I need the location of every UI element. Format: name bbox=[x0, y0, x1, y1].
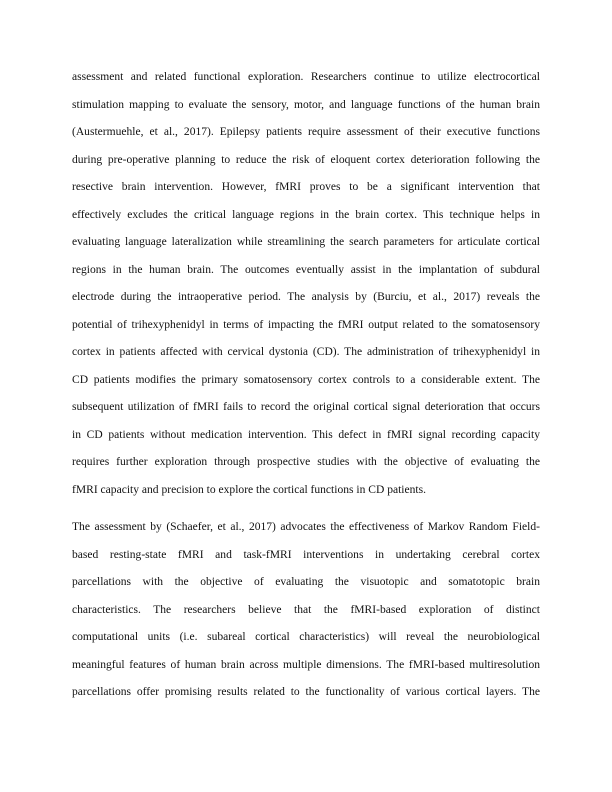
paragraph-line: meaningful features of human brain across multiple dimensions. The fMRI-based multiresolution bbox=[72, 658, 540, 671]
paragraph-line: stimulation mapping to evaluate the sensory, motor, and language functions of the human brain bbox=[72, 98, 540, 111]
paragraph-1 bbox=[72, 70, 540, 510]
paragraph-line: parcellations with the objective of evaluating the visuotopic and somatotopic brain bbox=[72, 576, 540, 588]
paragraph-2 bbox=[72, 520, 540, 713]
paragraph-line: in CD patients without medication intervention. This defect in fMRI signal recording capacity bbox=[72, 428, 540, 441]
paragraph-line: resective brain intervention. However, fMRI proves to be a significant intervention that bbox=[72, 181, 540, 193]
paragraph-line: regions in the human brain. The outcomes eventually assist in the implantation of subdural bbox=[72, 263, 540, 276]
paragraph-line: parcellations offer promising results related to the functionality of various cortical layers. The bbox=[72, 686, 540, 698]
paragraph-line: effectively excludes the critical language regions in the brain cortex. This technique helps in bbox=[72, 208, 540, 221]
paragraph-line: during pre-operative planning to reduce the risk of eloquent cortex deterioration following the bbox=[72, 153, 540, 166]
paragraph-line: potential of trihexyphenidyl in terms of impacting the fMRI output related to the somatosensory bbox=[72, 318, 540, 331]
paragraph-line: fMRI capacity and precision to explore the cortical functions in CD patients. bbox=[72, 483, 427, 496]
paragraph-line: subsequent utilization of fMRI fails to record the original cortical signal deterioration that occurs bbox=[72, 401, 540, 413]
paragraph-line: evaluating language lateralization while streamlining the search parameters for articulate cortical bbox=[72, 236, 540, 248]
paragraph-line: assessment and related functional exploration. Researchers continue to utilize electrocortical bbox=[72, 71, 540, 83]
paragraph-line: cortex in patients affected with cervical dystonia (CD). The administration of trihexyphenidyl in bbox=[72, 346, 540, 358]
paragraph-line: characteristics. The researchers believe that the fMRI-based exploration of distinct bbox=[72, 603, 540, 616]
paragraph-line: The assessment by (Schaefer, et al., 2017) advocates the effectiveness of Markov Random Field- bbox=[72, 521, 540, 533]
paragraph-line: based resting-state fMRI and task-fMRI interventions in undertaking cerebral cortex bbox=[72, 548, 540, 561]
paragraph-line: requires further exploration through prospective studies with the objective of evaluating the bbox=[72, 456, 540, 468]
paragraph-line: (Austermuehle, et al., 2017). Epilepsy patients require assessment of their executive functions bbox=[72, 126, 540, 138]
paragraph-line: computational units (i.e. subareal cortical characteristics) will reveal the neurobiological bbox=[72, 631, 540, 643]
paragraph-line: electrode during the intraoperative period. The analysis by (Burciu, et al., 2017) reveals the bbox=[72, 291, 540, 303]
paragraph-line: CD patients modifies the primary somatosensory cortex controls to a considerable extent. The bbox=[72, 373, 540, 386]
